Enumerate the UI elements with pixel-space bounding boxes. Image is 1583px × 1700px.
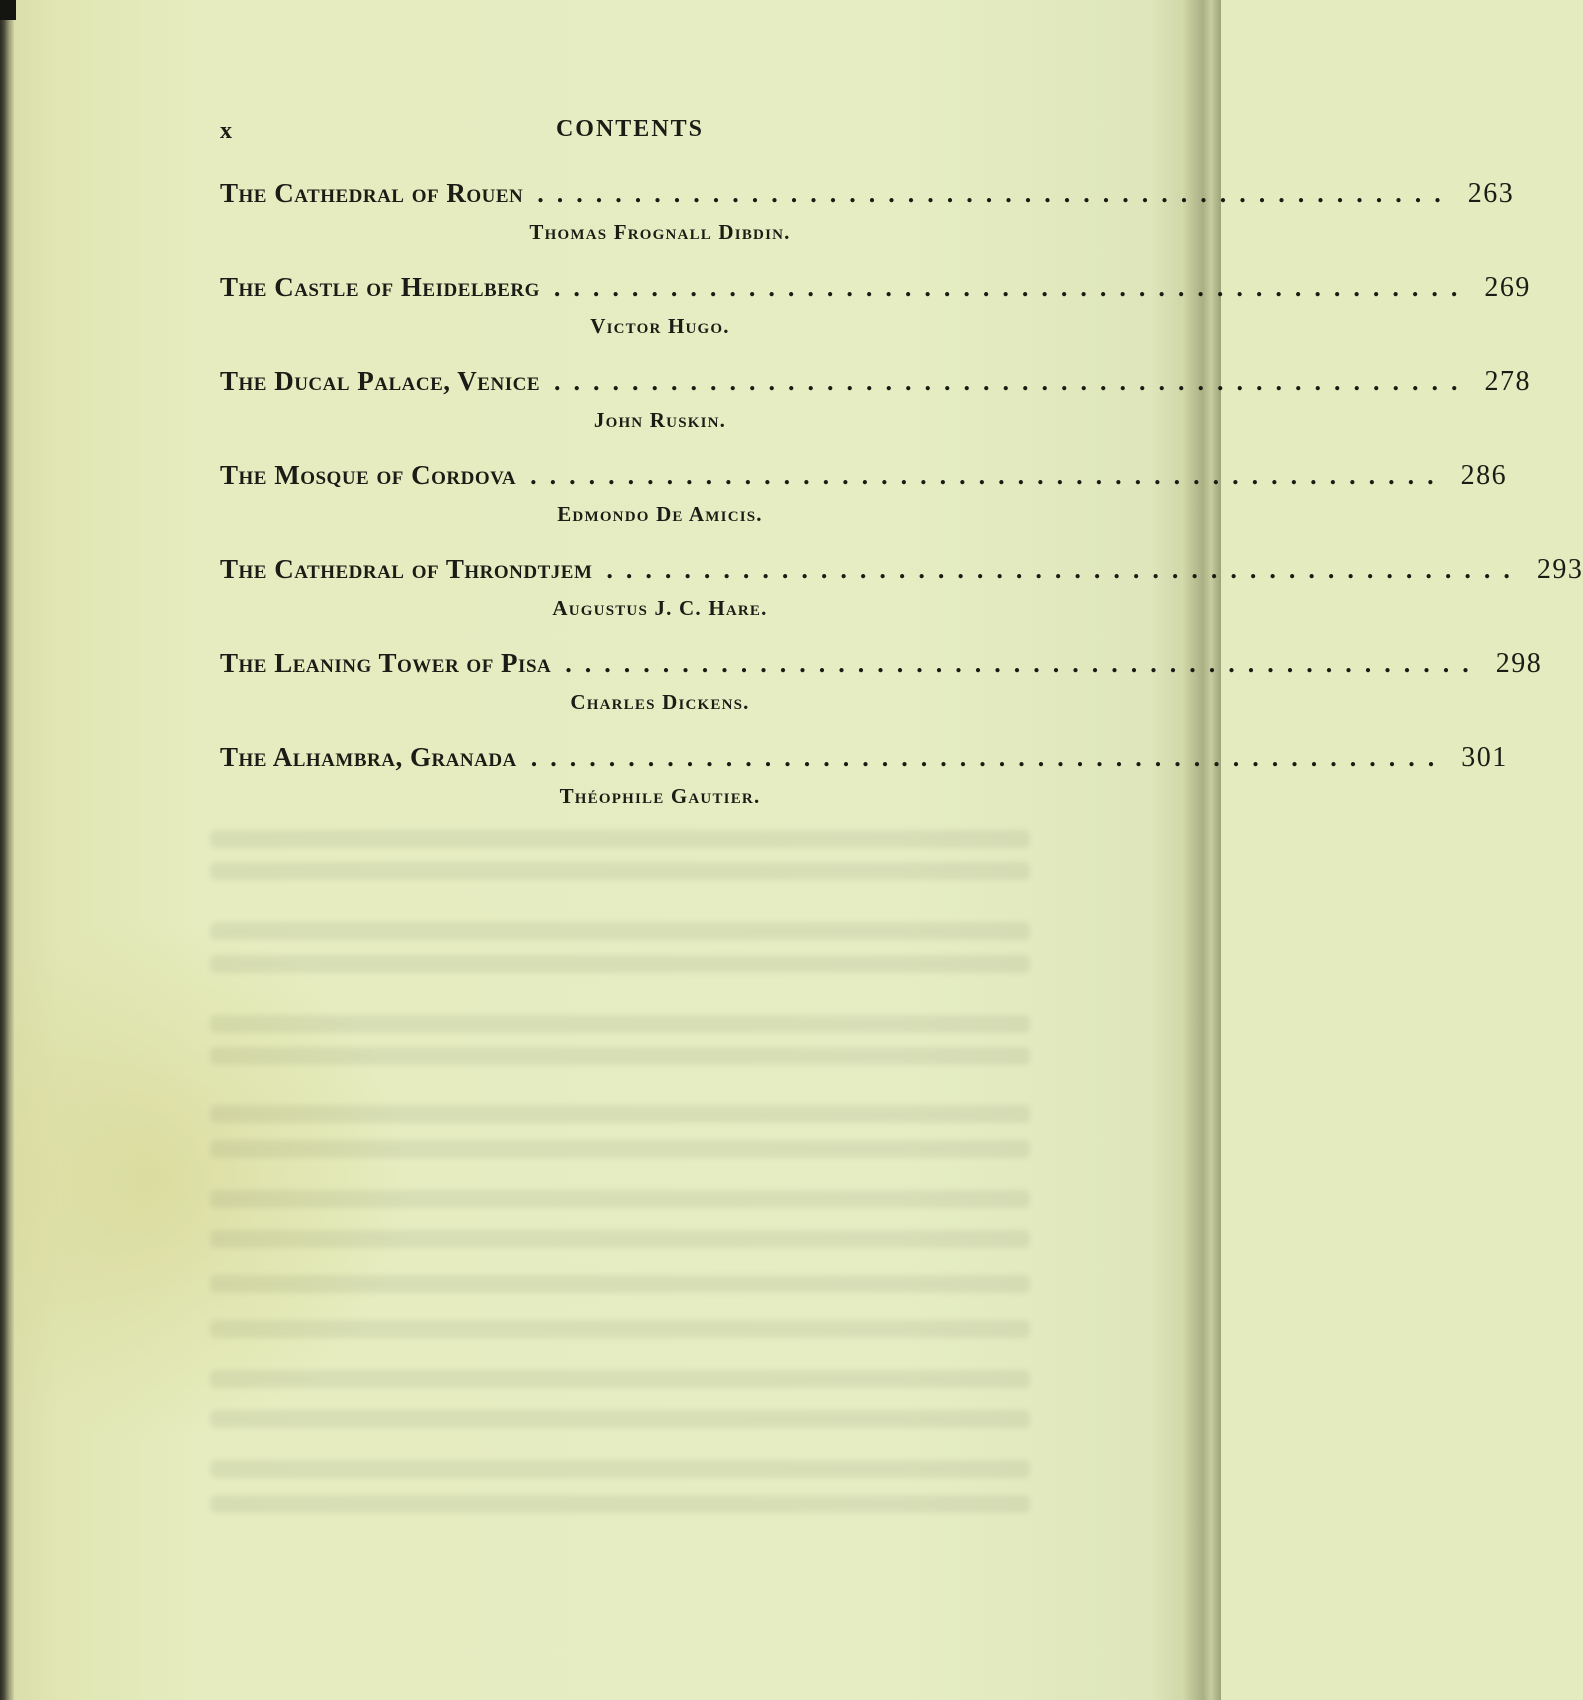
show-through xyxy=(210,1410,1030,1428)
toc-entry-page: 263 xyxy=(1467,178,1515,209)
page-number: x xyxy=(220,118,233,144)
toc-entry xyxy=(220,178,1515,258)
toc-entry-author: Théophile Gautier. xyxy=(559,784,761,808)
toc-entry-title: The Ducal Palace, Venice xyxy=(220,366,540,396)
toc-entry-page: 293 xyxy=(1536,554,1583,585)
toc-entry-title: The Castle of Heidelberg xyxy=(220,272,540,302)
show-through xyxy=(210,955,1030,973)
dot-leader: ............................................... xyxy=(606,555,1523,584)
toc-entry-author: John Ruskin. xyxy=(593,408,727,432)
toc-entry-line xyxy=(220,554,1583,594)
show-through xyxy=(210,1275,1030,1293)
show-through xyxy=(210,1495,1030,1513)
dot-leader: ............................................... xyxy=(537,179,1454,208)
toc-entry-title: The Cathedral of Rouen xyxy=(220,178,524,208)
toc-entry xyxy=(220,648,1543,728)
page-corner-shadow xyxy=(0,0,16,20)
toc-entry-title: The Alhambra, Granada xyxy=(220,742,517,772)
show-through xyxy=(210,830,1030,848)
toc-entry-author: Augustus J. C. Hare. xyxy=(552,596,768,620)
show-through xyxy=(210,1320,1030,1338)
toc-entry-line xyxy=(220,742,1508,782)
dot-leader: ............................................... xyxy=(565,649,1482,678)
show-through xyxy=(210,1230,1030,1248)
show-through xyxy=(210,1047,1030,1065)
show-through xyxy=(210,1140,1030,1158)
toc-entry-line xyxy=(220,460,1508,500)
toc-entry xyxy=(220,742,1508,822)
toc-entry xyxy=(220,366,1531,446)
toc-entry-author: Thomas Frognall Dibdin. xyxy=(529,220,791,244)
dot-leader: ............................................... xyxy=(530,461,1447,490)
dot-leader: ............................................... xyxy=(553,273,1471,302)
page-left-edge xyxy=(0,0,14,1700)
toc-entry-line xyxy=(220,178,1515,218)
dot-leader: ............................................... xyxy=(530,743,1448,772)
toc-entry-page: 269 xyxy=(1484,272,1531,303)
toc-entry-author: Edmondo De Amicis. xyxy=(557,502,763,526)
running-head: CONTENTS xyxy=(555,116,705,142)
dot-leader: ............................................... xyxy=(554,367,1471,396)
show-through xyxy=(210,1015,1030,1033)
show-through xyxy=(210,1190,1030,1208)
toc-entry xyxy=(220,460,1508,540)
toc-entry-page: 278 xyxy=(1484,366,1531,397)
toc-entry-page: 301 xyxy=(1461,742,1508,773)
toc-entry-title: The Mosque of Cordova xyxy=(220,460,517,490)
toc-entry-author: Charles Dickens. xyxy=(570,690,750,714)
toc-entry xyxy=(220,554,1583,634)
show-through xyxy=(210,862,1030,880)
toc-entry-title: The Leaning Tower of Pisa xyxy=(220,648,552,678)
show-through xyxy=(210,1460,1030,1478)
toc-entry-line xyxy=(220,366,1531,406)
page-right-edge xyxy=(1181,0,1221,1700)
toc-entry-author: Victor Hugo. xyxy=(590,314,730,338)
show-through xyxy=(210,1370,1030,1388)
toc-entry-line xyxy=(220,648,1543,688)
show-through xyxy=(210,1105,1030,1123)
toc-entry-page: 298 xyxy=(1495,648,1543,679)
show-through xyxy=(210,922,1030,940)
toc-entry-page: 286 xyxy=(1460,460,1508,491)
toc-entry-title: The Cathedral of Throndtjem xyxy=(220,554,593,584)
toc-entry xyxy=(220,272,1531,352)
toc-entry-line xyxy=(220,272,1531,312)
